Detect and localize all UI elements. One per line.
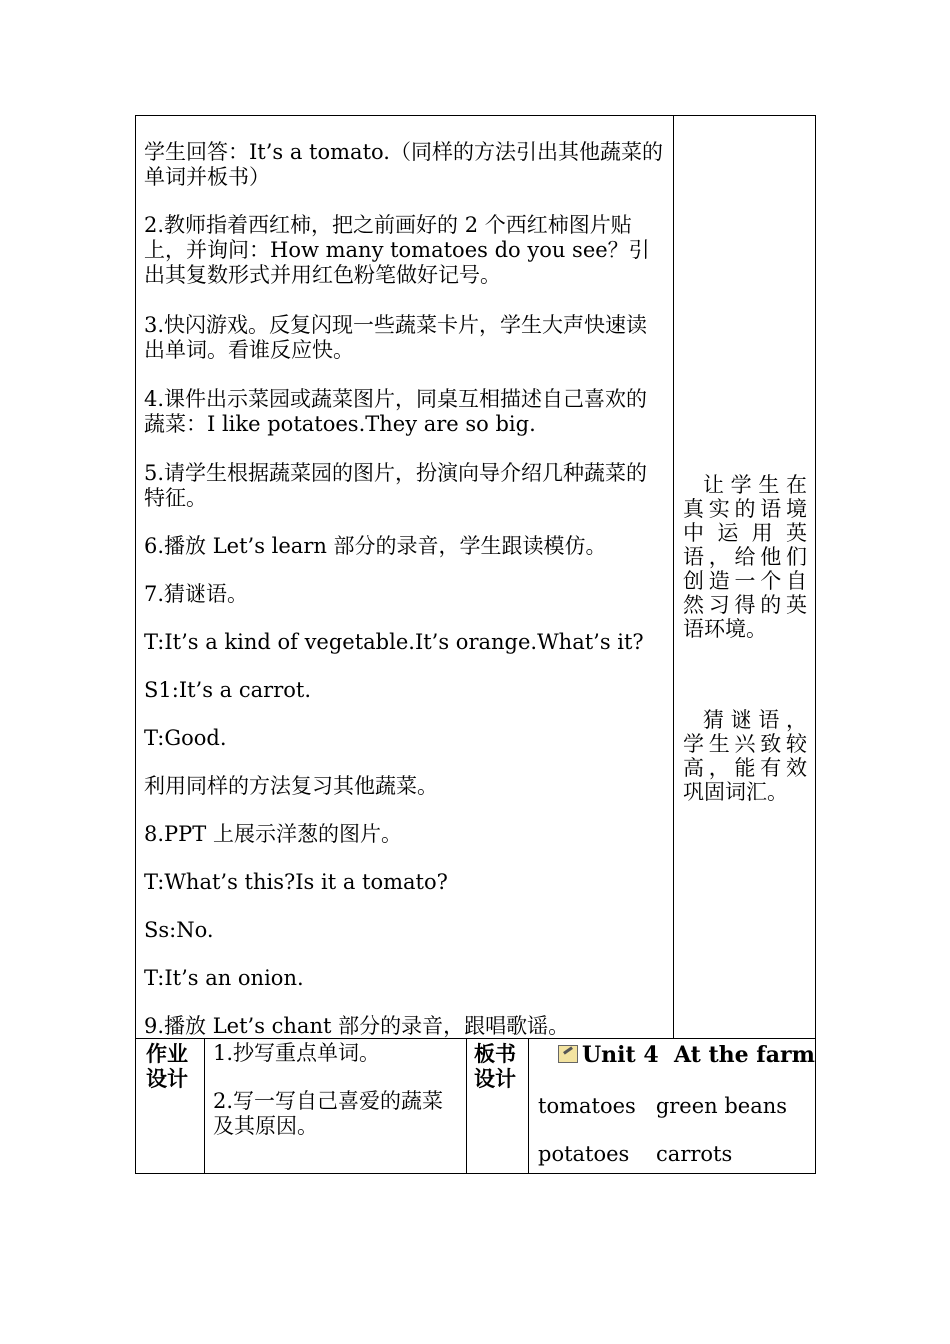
board-header — [474, 1041, 522, 1091]
step-11: 8.PPT 上展示洋葱的图片。 — [144, 822, 402, 846]
homework-header-text: 作业设计 — [146, 1041, 188, 1091]
bottom-divider-2 — [466, 1038, 467, 1174]
step-6: 7.猜谜语。 — [144, 582, 249, 606]
step-10: 利用同样的方法复习其他蔬菜。 — [144, 774, 438, 798]
step-9: T:Good. — [144, 726, 227, 750]
step-3: 4.课件出示菜园或蔬菜图片，同桌互相描述自己喜欢的蔬菜：I like potatoes.They are so big. — [144, 387, 648, 436]
step-0: 学生回答：It’s a tomato.（同样的方法引出其他蔬菜的单词并板书） — [144, 140, 663, 189]
step-15: 9.播放 Let’s chant 部分的录音，跟唱歌谣。 — [144, 1014, 570, 1038]
board-title-text: Unit 4 At the farm — [582, 1042, 815, 1068]
step-2: 3.快闪游戏。反复闪现一些蔬菜卡片，学生大声快速读出单词。看谁反应快。 — [144, 313, 648, 362]
table-left-border — [135, 115, 136, 1174]
homework-item-2: 2.写一写自己喜爱的蔬菜及其原因。 — [213, 1089, 444, 1138]
design-note-2: 猜谜语，学生兴致较高，能有效巩固词汇。 — [683, 708, 807, 804]
step-5: 6.播放 Let’s learn 部分的录音，学生跟读模仿。 — [144, 534, 607, 558]
design-note-1: 让学生在真实的语境中运用英语，给他们创造一个自然习得的英语环境。 — [683, 473, 807, 641]
homework-header — [146, 1041, 194, 1091]
step-8: S1:It’s a carrot. — [144, 678, 311, 702]
board-row-2: potatoes carrots — [538, 1142, 733, 1166]
step-13: Ss:No. — [144, 918, 214, 942]
step-4: 5.请学生根据蔬菜园的图片，扮演向导介绍几种蔬菜的特征。 — [144, 461, 648, 510]
step-1: 2.教师指着西红柿，把之前画好的 2 个西红柿图片贴上，并询问：How many tomatoes do you see？引出其复数形式并用红色粉笔做好记号。 — [144, 213, 650, 287]
step-7: T:It’s a kind of vegetable.It’s orange.What’s it? — [144, 630, 644, 654]
bottom-divider-3 — [528, 1038, 529, 1174]
board-row-1: tomatoes green beans — [538, 1094, 788, 1118]
bottom-divider-1 — [204, 1038, 205, 1174]
pencil-icon — [558, 1045, 578, 1063]
board-title — [558, 1043, 815, 1068]
step-12: T:What’s this?Is it a tomato? — [144, 870, 448, 894]
step-14: T:It’s an onion. — [144, 966, 304, 990]
table-right-border — [815, 115, 816, 1174]
table-bottom-border — [135, 1173, 816, 1174]
column-divider — [673, 115, 674, 1039]
homework-item-1: 1.抄写重点单词。 — [213, 1041, 381, 1065]
table-top-border — [135, 115, 816, 116]
board-header-text: 板书设计 — [474, 1041, 516, 1091]
